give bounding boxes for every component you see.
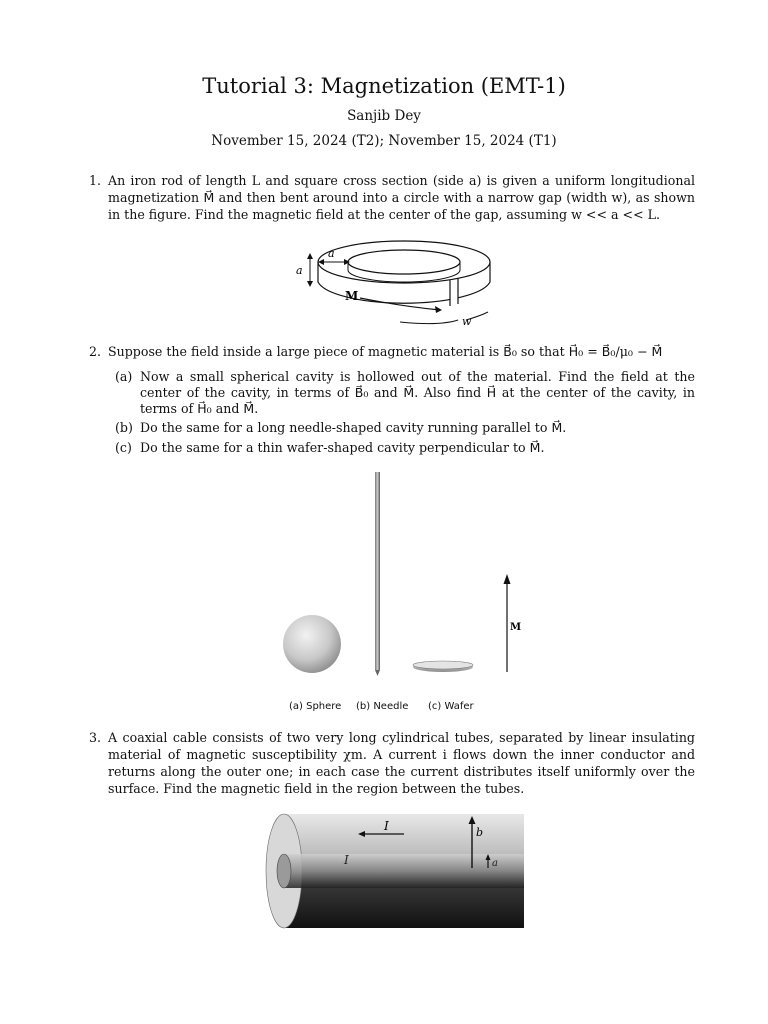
label-M: M <box>510 622 522 633</box>
problem-number: 2. <box>89 344 102 359</box>
caption-sphere: (a) Sphere <box>289 701 342 712</box>
label-M: M <box>345 289 359 303</box>
problem-2-part-a <box>115 369 695 417</box>
caption-needle: (b) Needle <box>356 701 409 712</box>
label-b: b <box>476 826 484 839</box>
cavity-figure <box>270 468 540 680</box>
part-text: Do the same for a long needle-shaped cavity running parallel to M⃗. <box>140 420 567 435</box>
part-text: Now a small spherical cavity is hollowed out of the material. Find the field at the center of the cavity, in terms of B⃗₀ and M⃗. Also find H⃗ at the center of the cavity, in terms of H⃗₀ and M⃗. <box>140 369 695 416</box>
part-text: Do the same for a thin wafer-shaped cavity perpendicular to M⃗. <box>140 440 545 455</box>
problem-3 <box>89 729 695 797</box>
label-a: a <box>492 858 498 869</box>
label-I-inner: I <box>344 853 349 867</box>
label-w: w <box>462 315 472 328</box>
part-label: (a) <box>115 369 133 384</box>
caption-wafer: (c) Wafer <box>428 701 474 712</box>
problem-text: A coaxial cable consists of two very long cylindrical tubes, separated by linear insulating material of magnetic susceptibility χm. A current i flows down the inner conductor and returns along the outer one; in each case the current distributes itself uniformly over the surface. Find the magnetic field in the region between the tubes. <box>108 730 695 796</box>
problem-number: 3. <box>89 730 102 745</box>
problem-number: 1. <box>89 173 102 188</box>
problem-1 <box>89 172 695 223</box>
problem-2-part-c <box>115 440 695 456</box>
sphere-cavity <box>283 615 341 673</box>
problem-text: An iron rod of length L and square cross section (side a) is given a uniform longitudional magnetization M⃗ and then bent around into a circle with a narrow gap (width w), as shown in the figure. Find the magnetic field at the center of the gap, assuming w << a << L. <box>108 173 695 222</box>
label-a-side: a <box>296 264 303 277</box>
coax-figure <box>262 810 532 932</box>
author: Sanjib Dey <box>347 108 421 124</box>
problem-2 <box>89 343 695 360</box>
label-I-outer: I <box>384 819 389 833</box>
problem-text: Suppose the field inside a large piece of magnetic material is B⃗₀ so that H⃗₀ = B⃗₀/μ₀ − M⃗ <box>108 344 663 359</box>
part-label: (b) <box>115 420 133 435</box>
needle-cavity <box>375 472 380 670</box>
part-label: (c) <box>115 440 132 455</box>
problem-2-part-b <box>115 420 695 436</box>
label-a-top: a <box>328 247 335 260</box>
date: November 15, 2024 (T2); November 15, 2024 (T1) <box>211 133 557 149</box>
page-title: Tutorial 3: Magnetization (EMT-1) <box>202 74 566 98</box>
ring-figure <box>290 240 520 330</box>
